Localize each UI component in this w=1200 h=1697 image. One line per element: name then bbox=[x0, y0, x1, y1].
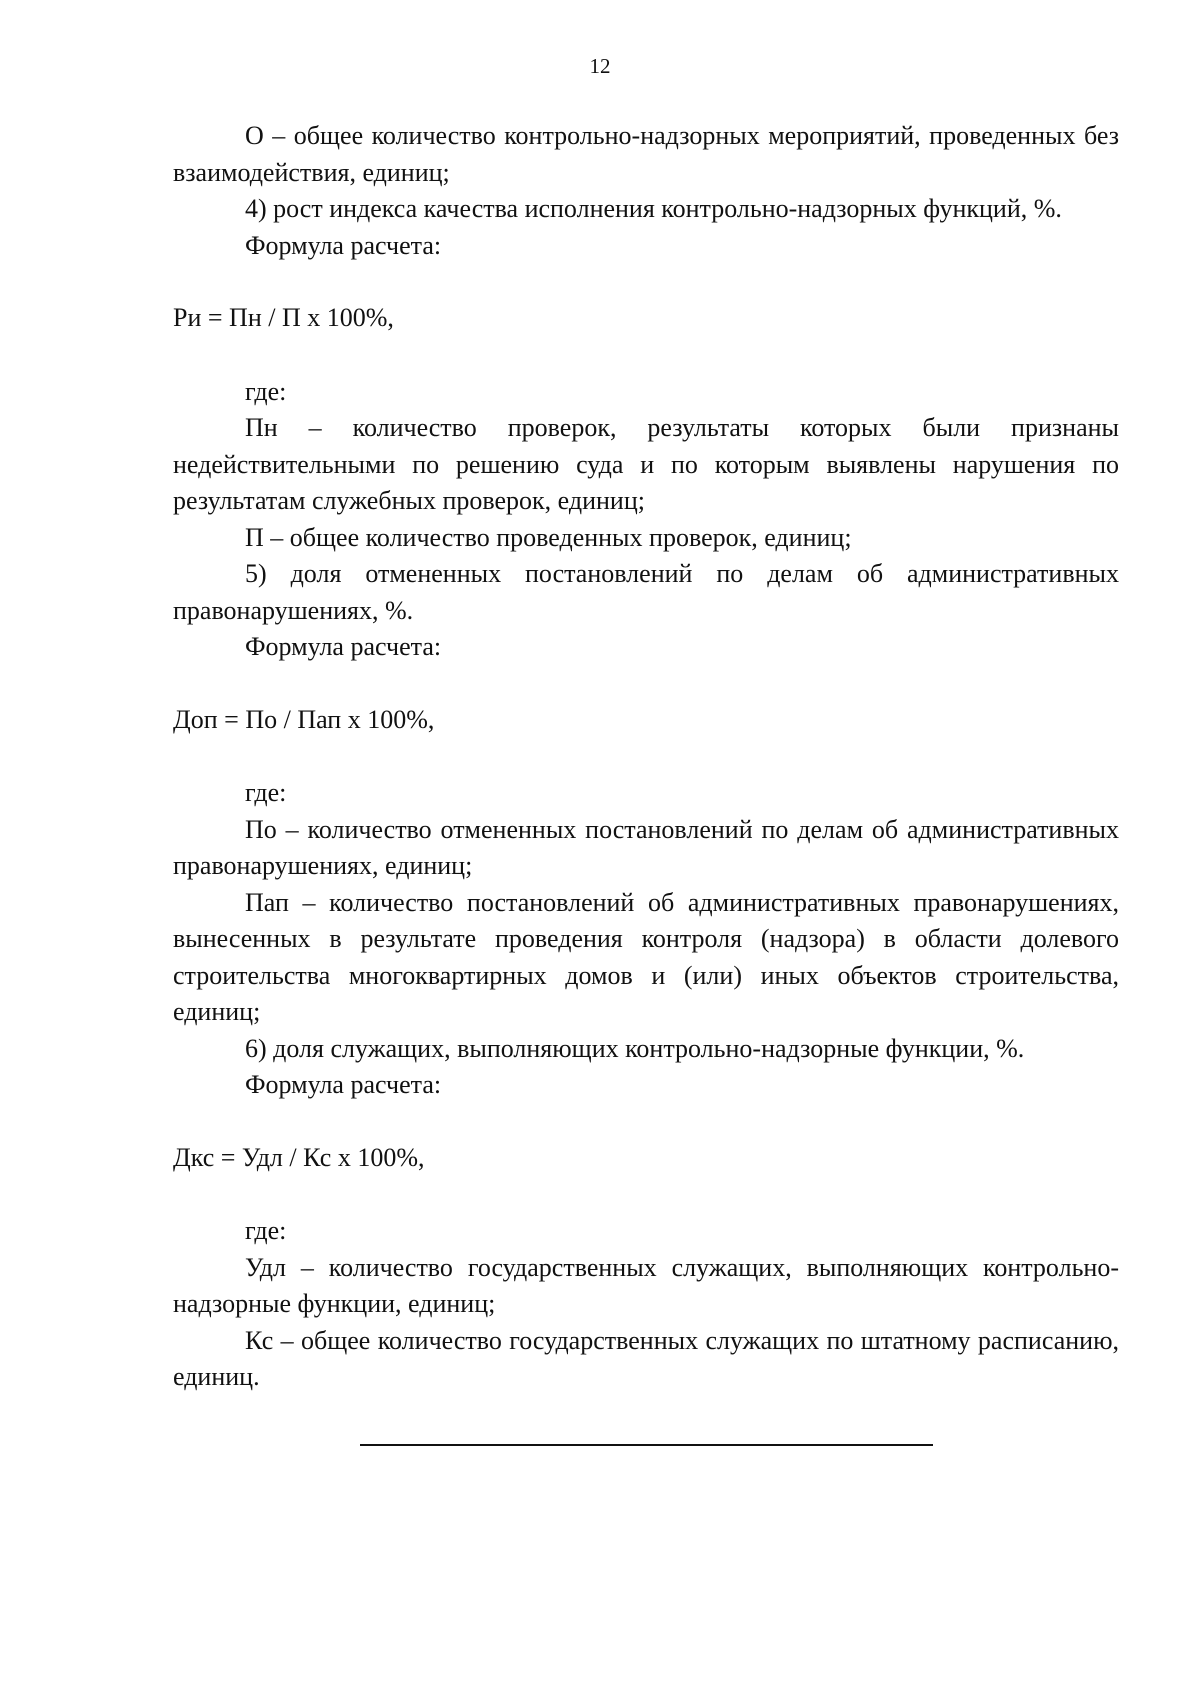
paragraph-formula-label: Формула расчета: bbox=[245, 1070, 442, 1099]
paragraph-where: где: bbox=[245, 1216, 287, 1245]
paragraph-udl-definition: Удл – количество государственных служащих, выполняющих контрольно-надзорные функции, единиц; bbox=[173, 1252, 1119, 1318]
document-body bbox=[173, 118, 1119, 1396]
paragraph-p-definition: П – общее количество проведенных проверок, единиц; bbox=[245, 522, 852, 552]
paragraph-formula-label: Формула расчета: bbox=[245, 632, 442, 661]
paragraph-pap-definition: Пап – количество постановлений об административных правонарушениях, вынесенных в результате проведения контроля (надзора) в области долевого строительства многоквартирных домов и (или) иных объектов строительства, единиц; bbox=[173, 887, 1119, 1026]
end-divider-line bbox=[360, 1444, 933, 1446]
paragraph-o-definition: О – общее количество контрольно-надзорных мероприятий, проведенных без взаимодействия, единиц; bbox=[173, 121, 1119, 187]
formula-dop: Доп = По / Пап х 100%, bbox=[173, 704, 435, 734]
paragraph-pn-definition: Пн – количество проверок, результаты которых были признаны недействительными по решению суда и по которым выявлены нарушения по результатам служебных проверок, единиц; bbox=[173, 413, 1119, 515]
paragraph-ks-definition: Кс – общее количество государственных служащих по штатному расписанию, единиц. bbox=[173, 1325, 1119, 1391]
paragraph-formula-label: Формула расчета: bbox=[245, 230, 442, 260]
paragraph-where: где: bbox=[245, 376, 287, 406]
page-number: 12 bbox=[589, 54, 611, 78]
paragraph-item-5: 5) доля отмененных постановлений по делам об административных правонарушениях, %. bbox=[173, 559, 1119, 625]
formula-ri: Ри = Пн / П х 100%, bbox=[173, 303, 394, 332]
formula-dks: Дкс = Удл / Кс х 100%, bbox=[173, 1142, 425, 1172]
paragraph-item-6: 6) доля служащих, выполняющих контрольно-надзорные функции, %. bbox=[245, 1033, 1025, 1063]
paragraph-where: где: bbox=[245, 778, 287, 807]
paragraph-item-4: 4) рост индекса качества исполнения контрольно-надзорных функций, %. bbox=[245, 194, 1062, 223]
paragraph-po-definition: По – количество отмененных постановлений по делам об административных правонарушениях, единиц; bbox=[173, 814, 1119, 880]
